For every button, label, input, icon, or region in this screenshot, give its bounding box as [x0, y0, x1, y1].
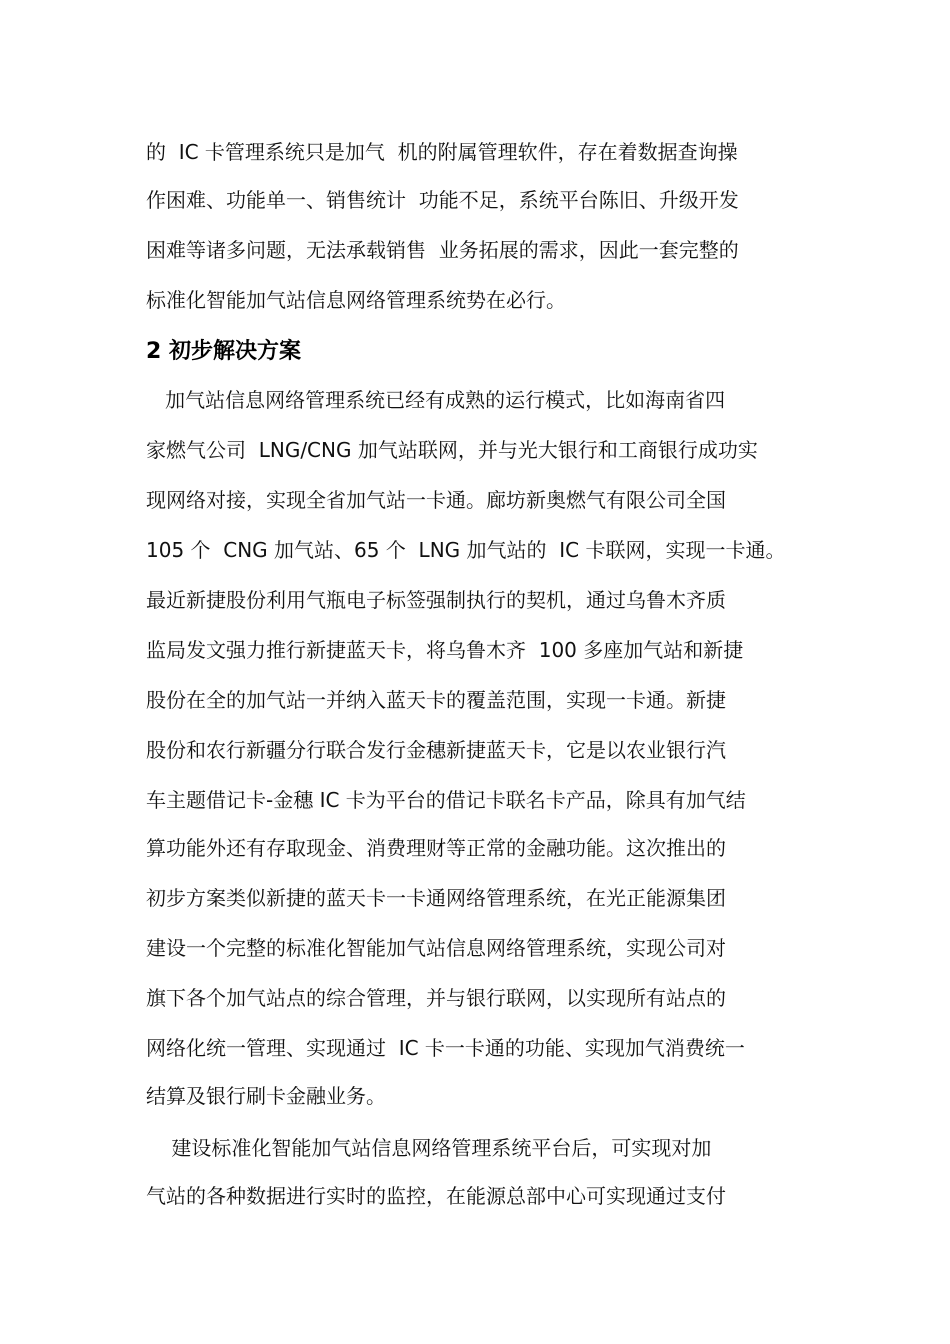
intro-line-2: 作困难、功能单一、销售统计 功能不足，系统平台陈旧、升级开发 — [146, 188, 739, 212]
plan-line-2: 家燃气公司 LNG/CNG 加气站联网，并与光大银行和工商银行成功实 — [146, 438, 758, 462]
plan-line-5: 最近新捷股份利用气瓶电子标签强制执行的契机，通过乌鲁木齐质 — [146, 588, 726, 612]
plan-line-13: 旗下各个加气站点的综合管理，并与银行联网，以实现所有站点的 — [146, 986, 726, 1010]
section-heading: 2 初步解决方案 — [146, 339, 301, 364]
plan-line-7: 股份在全的加气站一并纳入蓝天卡的覆盖范围，实现一卡通。新捷 — [146, 688, 726, 712]
plan-line-1: 加气站信息网络管理系统已经有成熟的运行模式，比如海南省四 — [146, 388, 726, 412]
intro-line-1: 的 IC 卡管理系统只是加气 机的附属管理软件，存在着数据查询操 — [146, 140, 738, 164]
intro-line-3: 困难等诸多问题，无法承载销售 业务拓展的需求，因此一套完整的 — [146, 238, 739, 262]
plan-line-8: 股份和农行新疆分行联合发行金穗新捷蓝天卡，它是以农业银行汽 — [146, 738, 726, 762]
plan-line-14: 网络化统一管理、实现通过 IC 卡一卡通的功能、实现加气消费统一 — [146, 1036, 745, 1060]
plan-line-11: 初步方案类似新捷的蓝天卡一卡通网络管理系统，在光正能源集团 — [146, 886, 726, 910]
plan-line-6: 监局发文强力推行新捷蓝天卡，将乌鲁木齐 100 多座加气站和新捷 — [146, 638, 744, 662]
intro-line-4: 标准化智能加气站信息网络管理系统势在必行。 — [146, 288, 566, 312]
benefits-line-2: 气站的各种数据进行实时的监控，在能源总部中心可实现通过支付 — [146, 1184, 726, 1208]
plan-line-12: 建设一个完整的标准化智能加气站信息网络管理系统，实现公司对 — [146, 936, 726, 960]
plan-line-10: 算功能外还有存取现金、消费理财等正常的金融功能。这次推出的 — [146, 836, 726, 860]
plan-line-15: 结算及银行刷卡金融业务。 — [146, 1084, 386, 1108]
plan-line-4: 105 个 CNG 加气站、65 个 LNG 加气站的 IC 卡联网，实现一卡通。 — [146, 538, 786, 562]
plan-line-9: 车主题借记卡-金穗 IC 卡为平台的借记卡联名卡产品，除具有加气结 — [146, 788, 746, 812]
benefits-line-1: 建设标准化智能加气站信息网络管理系统平台后，可实现对加 — [146, 1136, 712, 1160]
plan-line-3: 现网络对接，实现全省加气站一卡通。廊坊新奥燃气有限公司全国 — [146, 488, 726, 512]
